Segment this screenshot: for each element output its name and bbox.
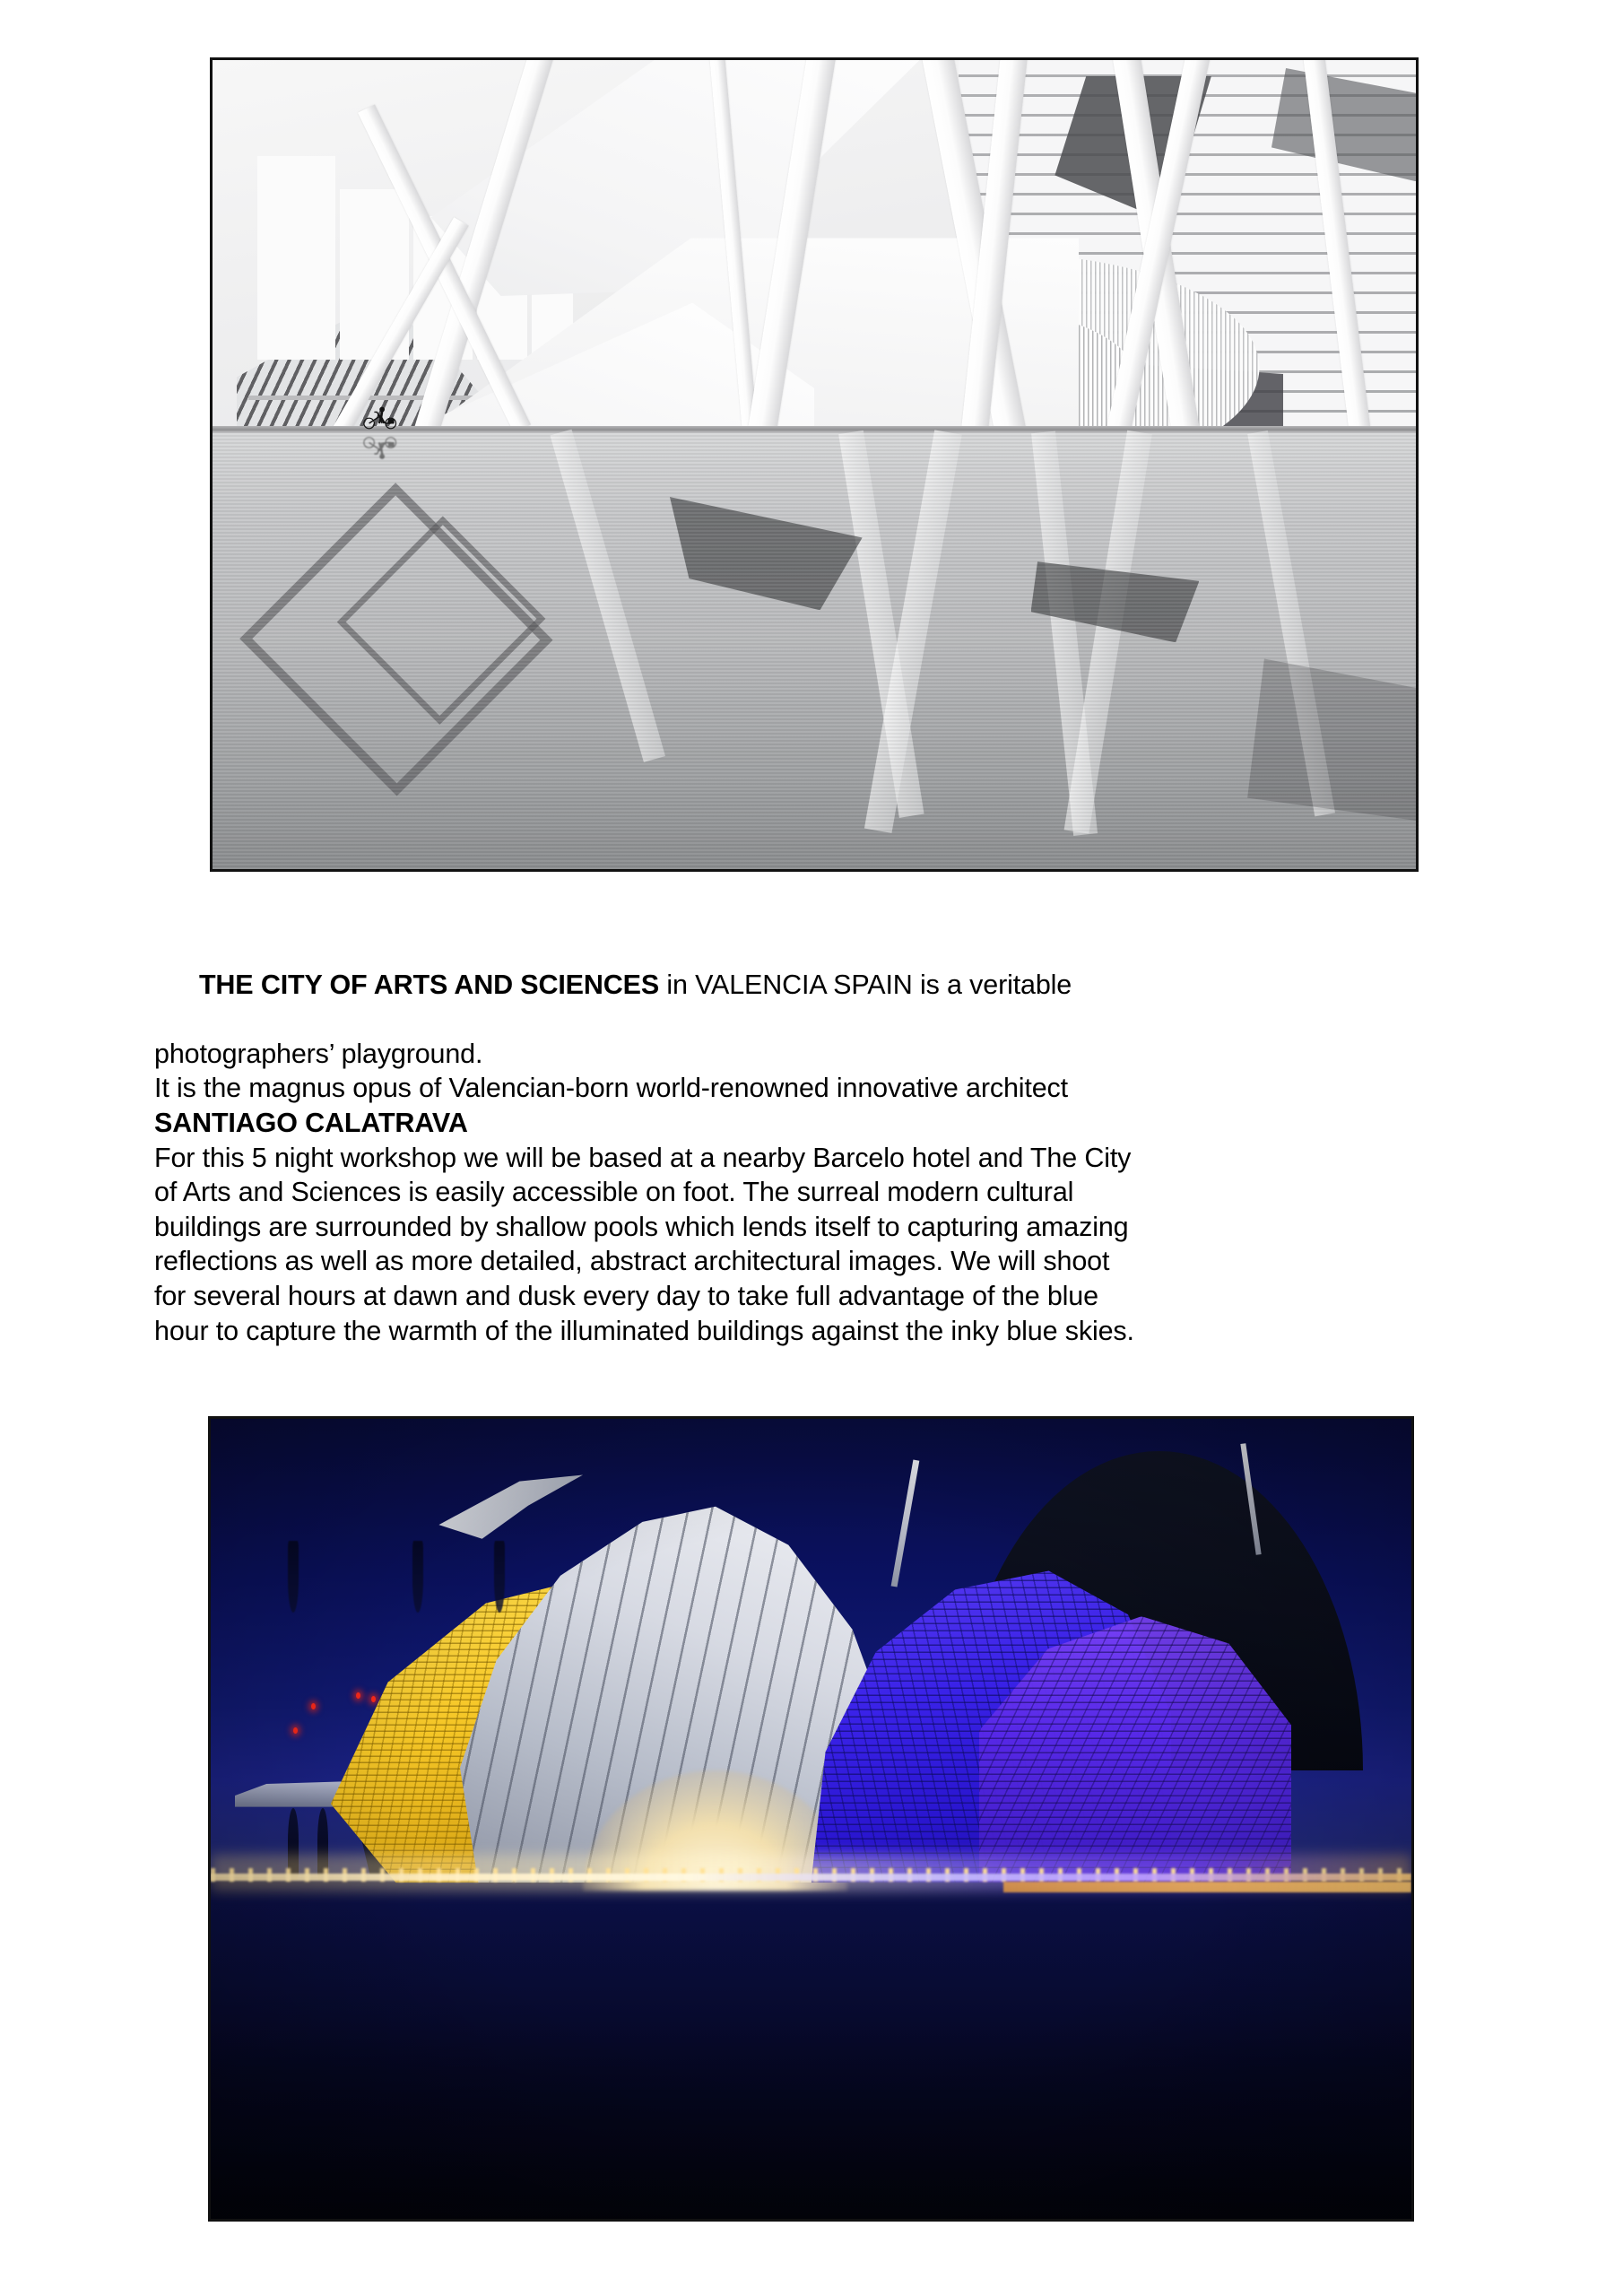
cyclist-reflection: [360, 434, 403, 463]
night-orange-walkway-rail: [1003, 1882, 1411, 1892]
text-line-7: buildings are surrounded by shallow pools which lends itself to capturing amazing: [154, 1211, 1129, 1242]
body-text-block: [154, 933, 1481, 1348]
cyclist-silhouette: [360, 403, 403, 431]
text-line-8: reflections as well as more detailed, abstract architectural images. We will shoot: [154, 1246, 1110, 1277]
text-line-10: hour to capture the warmth of the illuminated buildings against the inky blue skies.: [154, 1315, 1134, 1346]
night-architecture-photo: [208, 1416, 1414, 2222]
text-line-3: It is the magnus opus of Valencian-born world-renowned innovative architect: [154, 1073, 1068, 1104]
bw-reflected-dark-mass-3: [1247, 658, 1416, 820]
text-line-6: of Arts and Sciences is easily accessible on foot. The surreal modern cultural: [154, 1177, 1074, 1208]
headline-lead: THE CITY OF ARTS AND SCIENCES: [198, 969, 660, 1000]
night-reflected-cypress-3: [494, 1541, 505, 1613]
night-pool-water: [211, 1877, 1411, 2219]
bw-scene: [213, 60, 1416, 869]
text-line-1: [154, 933, 1481, 1037]
night-reflection-content: [211, 1541, 1411, 1880]
text-line-5: For this 5 night workshop we will be based at a nearby Barcelo hotel and The City: [154, 1142, 1132, 1173]
architect-name: SANTIAGO CALATRAVA: [154, 1107, 468, 1138]
headline-tail: in VALENCIA SPAIN is a veritable: [659, 969, 1072, 1000]
text-line-2: photographers’ playground.: [154, 1038, 483, 1069]
night-reflected-cypress-1: [288, 1541, 299, 1613]
night-scene: [211, 1419, 1411, 2219]
night-reflected-cypress-2: [412, 1541, 423, 1613]
bw-architecture-photo: [210, 57, 1419, 872]
night-reflection-layer: [211, 1541, 1411, 1880]
text-line-9: for several hours at dawn and dusk every day to take full advantage of the blue: [154, 1280, 1098, 1311]
